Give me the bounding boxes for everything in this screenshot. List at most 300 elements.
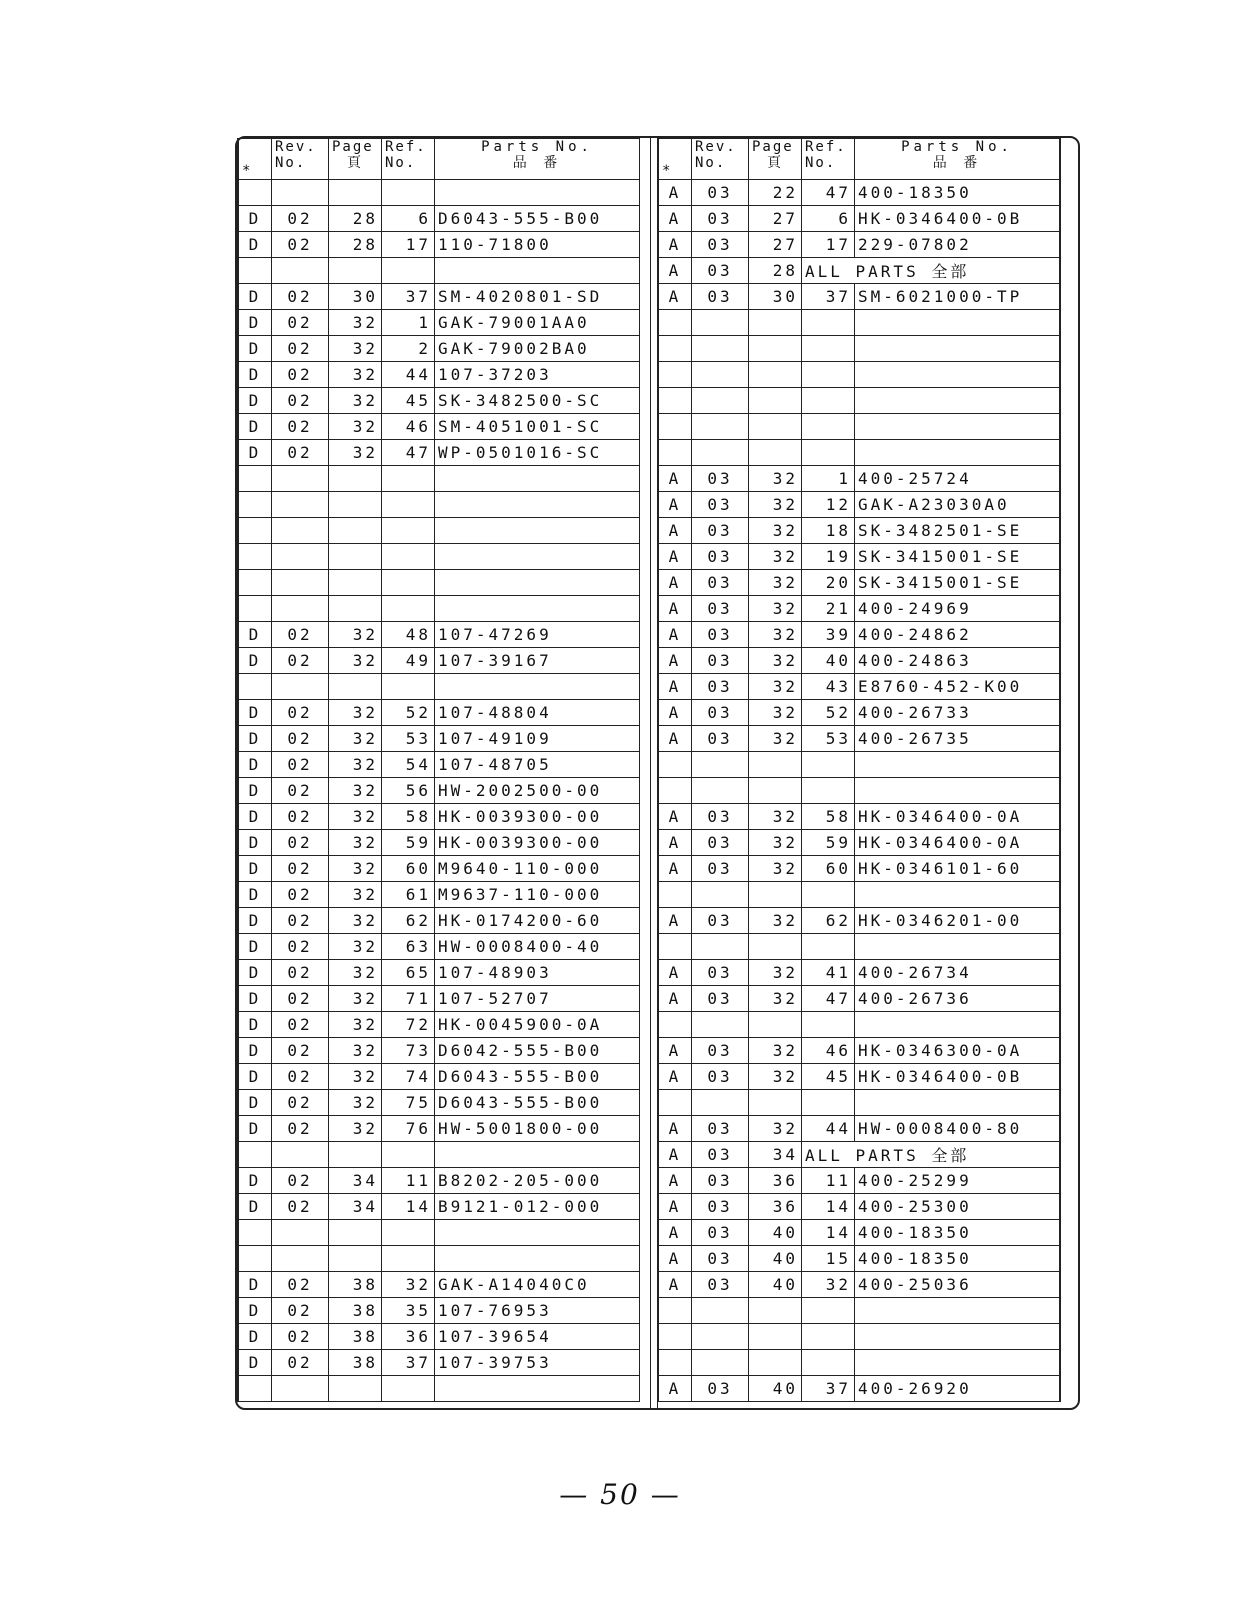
header-page (329, 139, 382, 180)
cell-rev-no: 02 (272, 1012, 329, 1038)
cell-rev-no: 02 (272, 648, 329, 674)
cell-rev-no: 02 (272, 700, 329, 726)
cell-page: 38 (329, 1350, 382, 1376)
cell-ref-no: 1 (382, 310, 435, 336)
cell-mark (238, 1220, 272, 1246)
cell-page: 32 (749, 1064, 802, 1090)
cell-ref-no: 37 (802, 1376, 855, 1402)
cell-rev-no: 02 (272, 388, 329, 414)
cell-parts-no (435, 570, 640, 596)
cell-parts-no: HW-0008400-80 (855, 1116, 1061, 1142)
table-row (659, 466, 1061, 492)
cell-ref-no: 72 (382, 1012, 435, 1038)
table-row (238, 830, 640, 856)
cell-mark: A (659, 1246, 692, 1272)
cell-mark: D (238, 960, 272, 986)
table-row (659, 180, 1061, 206)
cell-parts-no: B9121-012-000 (435, 1194, 640, 1220)
cell-rev-no (272, 466, 329, 492)
cell-mark: A (659, 284, 692, 310)
header-ref-line1: Ref. (385, 139, 427, 155)
table-row (238, 1064, 640, 1090)
table-row (238, 1272, 640, 1298)
cell-ref-no (382, 1220, 435, 1246)
cell-rev-no (692, 1090, 749, 1116)
cell-page (329, 180, 382, 206)
cell-ref-no: 76 (382, 1116, 435, 1142)
cell-rev-no: 02 (272, 1064, 329, 1090)
cell-ref-no: 47 (802, 180, 855, 206)
cell-ref-no: 36 (382, 1324, 435, 1350)
revision-sheet (237, 138, 1080, 1410)
cell-page (749, 1298, 802, 1324)
cell-ref-no: 73 (382, 1038, 435, 1064)
cell-parts-no (855, 1350, 1061, 1376)
cell-ref-no: 11 (802, 1168, 855, 1194)
table-row (238, 596, 640, 622)
cell-parts-no (435, 596, 640, 622)
cell-page: 32 (749, 830, 802, 856)
cell-parts-no: 400-26735 (855, 726, 1061, 752)
table-row (659, 1116, 1061, 1142)
cell-parts-no: GAK-A23030A0 (855, 492, 1061, 518)
table-row (659, 622, 1061, 648)
cell-parts-no (435, 1376, 640, 1402)
cell-ref-no: 65 (382, 960, 435, 986)
cell-rev-no: 03 (692, 1116, 749, 1142)
cell-parts-no: M9640-110-000 (435, 856, 640, 882)
table-row (659, 1012, 1061, 1038)
cell-mark: A (659, 544, 692, 570)
table-row (659, 1350, 1061, 1376)
table-row (659, 310, 1061, 336)
cell-ref-no: 47 (802, 986, 855, 1012)
cell-mark: A (659, 830, 692, 856)
right-header-row (659, 139, 1061, 180)
cell-rev-no: 03 (692, 284, 749, 310)
cell-page: 32 (329, 622, 382, 648)
cell-mark: D (238, 1298, 272, 1324)
cell-mark (238, 1246, 272, 1272)
cell-parts-no: 107-49109 (435, 726, 640, 752)
cell-ref-no: 11 (382, 1168, 435, 1194)
cell-ref-no: 71 (382, 986, 435, 1012)
cell-ref-no: 62 (382, 908, 435, 934)
cell-ref-no (802, 362, 855, 388)
cell-mark: D (238, 362, 272, 388)
table-row (238, 934, 640, 960)
table-row (659, 1376, 1061, 1402)
table-row (659, 882, 1061, 908)
cell-parts-no (435, 674, 640, 700)
table-row (659, 1038, 1061, 1064)
cell-mark: A (659, 232, 692, 258)
cell-page: 38 (329, 1272, 382, 1298)
cell-parts-no: 107-48903 (435, 960, 640, 986)
table-row (659, 1168, 1061, 1194)
cell-page: 38 (329, 1298, 382, 1324)
table-row (238, 1350, 640, 1376)
cell-rev-no: 03 (692, 960, 749, 986)
header-parts-line2: 品 番 (932, 155, 982, 171)
cell-ref-no (802, 1324, 855, 1350)
cell-page (329, 518, 382, 544)
cell-parts-no: 400-24863 (855, 648, 1061, 674)
cell-ref-no (382, 674, 435, 700)
table-row (659, 336, 1061, 362)
cell-page: 32 (749, 570, 802, 596)
cell-rev-no: 02 (272, 622, 329, 648)
cell-parts-no (435, 492, 640, 518)
cell-parts-no (855, 1324, 1061, 1350)
cell-rev-no (692, 1350, 749, 1376)
cell-ref-no: 52 (802, 700, 855, 726)
cell-page: 32 (749, 648, 802, 674)
cell-parts-no: HK-0346201-00 (855, 908, 1061, 934)
cell-ref-no: 40 (802, 648, 855, 674)
cell-mark (238, 1376, 272, 1402)
cell-parts-no: D6043-555-B00 (435, 1090, 640, 1116)
cell-rev-no: 02 (272, 1090, 329, 1116)
cell-rev-no: 02 (272, 778, 329, 804)
cell-parts-no (855, 1090, 1061, 1116)
cell-rev-no: 02 (272, 362, 329, 388)
header-ref-no (382, 139, 435, 180)
cell-mark: A (659, 518, 692, 544)
cell-parts-no: 107-37203 (435, 362, 640, 388)
cell-page: 36 (749, 1194, 802, 1220)
cell-parts-no (435, 518, 640, 544)
cell-ref-no: 17 (802, 232, 855, 258)
cell-page: 32 (329, 986, 382, 1012)
cell-rev-no: 02 (272, 908, 329, 934)
cell-ref-no: 21 (802, 596, 855, 622)
table-row (238, 882, 640, 908)
cell-page: 32 (329, 1116, 382, 1142)
cell-parts-no: HK-0045900-0A (435, 1012, 640, 1038)
table-row (238, 856, 640, 882)
cell-page: 32 (749, 674, 802, 700)
cell-mark: D (238, 856, 272, 882)
cell-ref-no: 14 (382, 1194, 435, 1220)
cell-ref-no: 14 (802, 1194, 855, 1220)
cell-parts-no: 107-52707 (435, 986, 640, 1012)
cell-parts-no: 400-18350 (855, 180, 1061, 206)
cell-page: 27 (749, 232, 802, 258)
cell-parts-no: GAK-79001AA0 (435, 310, 640, 336)
cell-mark: A (659, 908, 692, 934)
cell-mark: D (238, 1064, 272, 1090)
cell-mark: A (659, 466, 692, 492)
cell-page: 32 (329, 362, 382, 388)
left-table-body (238, 180, 640, 1402)
cell-parts-no (855, 414, 1061, 440)
cell-rev-no: 03 (692, 1246, 749, 1272)
cell-mark (659, 752, 692, 778)
cell-mark: D (238, 648, 272, 674)
cell-rev-no: 03 (692, 570, 749, 596)
cell-mark: D (238, 778, 272, 804)
cell-mark: D (238, 440, 272, 466)
table-row (659, 492, 1061, 518)
header-ref-line1: Ref. (805, 139, 847, 155)
cell-rev-no (692, 388, 749, 414)
cell-rev-no (272, 1220, 329, 1246)
cell-ref-no: 18 (802, 518, 855, 544)
cell-page: 32 (329, 830, 382, 856)
cell-rev-no: 02 (272, 934, 329, 960)
cell-ref-no (802, 414, 855, 440)
cell-parts-no (855, 752, 1061, 778)
cell-parts-no: SK-3482500-SC (435, 388, 640, 414)
table-row (238, 1376, 640, 1402)
cell-parts-no: 229-07802 (855, 232, 1061, 258)
table-row (238, 674, 640, 700)
cell-rev-no: 03 (692, 596, 749, 622)
cell-parts-no: 400-25724 (855, 466, 1061, 492)
cell-parts-no (435, 1142, 640, 1168)
cell-page (329, 544, 382, 570)
cell-rev-no (692, 882, 749, 908)
cell-page (329, 596, 382, 622)
cell-mark: A (659, 674, 692, 700)
cell-page (749, 1090, 802, 1116)
cell-parts-no (855, 388, 1061, 414)
cell-mark (238, 518, 272, 544)
cell-mark (238, 258, 272, 284)
cell-page: 32 (749, 1116, 802, 1142)
cell-parts-no: 107-39167 (435, 648, 640, 674)
cell-mark: D (238, 882, 272, 908)
cell-rev-no: 02 (272, 1116, 329, 1142)
cell-ref-no: 63 (382, 934, 435, 960)
cell-mark: D (238, 1116, 272, 1142)
cell-mark: D (238, 830, 272, 856)
cell-ref-no (802, 336, 855, 362)
cell-mark: A (659, 492, 692, 518)
table-row (659, 414, 1061, 440)
table-row (659, 986, 1061, 1012)
cell-ref-no: 6 (802, 206, 855, 232)
cell-rev-no: 03 (692, 258, 749, 284)
cell-page (749, 414, 802, 440)
cell-mark (238, 674, 272, 700)
cell-parts-no: 400-25299 (855, 1168, 1061, 1194)
cell-mark: A (659, 622, 692, 648)
cell-page (329, 1246, 382, 1272)
left-revision-table (237, 138, 640, 1402)
cell-rev-no: 02 (272, 414, 329, 440)
table-row (659, 804, 1061, 830)
cell-mark (659, 388, 692, 414)
cell-rev-no: 03 (692, 492, 749, 518)
cell-mark: D (238, 1038, 272, 1064)
cell-parts-no: D6042-555-B00 (435, 1038, 640, 1064)
cell-rev-no (272, 1142, 329, 1168)
cell-rev-no: 03 (692, 622, 749, 648)
cell-mark (659, 1090, 692, 1116)
cell-page: 32 (749, 856, 802, 882)
cell-rev-no: 03 (692, 726, 749, 752)
cell-page: 28 (329, 206, 382, 232)
cell-page: 32 (329, 752, 382, 778)
cell-parts-no: HK-0346400-0B (855, 1064, 1061, 1090)
header-ref-line2: No. (805, 155, 837, 171)
table-row (659, 960, 1061, 986)
cell-mark (659, 414, 692, 440)
cell-parts-no: SM-4051001-SC (435, 414, 640, 440)
cell-page: 32 (749, 960, 802, 986)
table-row (238, 1194, 640, 1220)
table-row (238, 648, 640, 674)
cell-page: 32 (329, 1012, 382, 1038)
table-row (238, 1116, 640, 1142)
table-row (659, 284, 1061, 310)
cell-page: 32 (329, 1064, 382, 1090)
cell-page (749, 1324, 802, 1350)
table-row (659, 674, 1061, 700)
cell-mark: A (659, 1116, 692, 1142)
cell-parts-no (435, 180, 640, 206)
cell-page: 32 (749, 544, 802, 570)
cell-rev-no: 03 (692, 804, 749, 830)
table-row (238, 1168, 640, 1194)
cell-page: 32 (749, 466, 802, 492)
cell-page (329, 258, 382, 284)
cell-ref-no: 58 (802, 804, 855, 830)
table-row (238, 1090, 640, 1116)
cell-mark (238, 1142, 272, 1168)
cell-ref-no: 2 (382, 336, 435, 362)
cell-ref-no (802, 310, 855, 336)
cell-ref-no (802, 752, 855, 778)
cell-parts-no (855, 882, 1061, 908)
cell-rev-no (272, 674, 329, 700)
cell-page: 32 (329, 310, 382, 336)
cell-ref-no: 45 (382, 388, 435, 414)
header-star: * (659, 139, 692, 180)
table-row (238, 180, 640, 206)
cell-parts-no: 400-26736 (855, 986, 1061, 1012)
cell-mark (238, 544, 272, 570)
table-row (238, 752, 640, 778)
cell-ref-no: 59 (802, 830, 855, 856)
table-row (238, 232, 640, 258)
left-header-row (238, 139, 640, 180)
table-row (659, 752, 1061, 778)
table-row (238, 414, 640, 440)
header-page-line1: Page (332, 139, 374, 155)
cell-ref-no: 47 (382, 440, 435, 466)
cell-mark (659, 934, 692, 960)
table-row (238, 778, 640, 804)
cell-page: 28 (749, 258, 802, 284)
cell-ref-no: 58 (382, 804, 435, 830)
cell-ref-no (802, 388, 855, 414)
cell-rev-no (692, 362, 749, 388)
table-row (659, 856, 1061, 882)
cell-page: 32 (749, 518, 802, 544)
cell-mark: A (659, 804, 692, 830)
cell-mark: A (659, 960, 692, 986)
cell-page: 32 (329, 934, 382, 960)
cell-ref-no: 48 (382, 622, 435, 648)
cell-mark: A (659, 570, 692, 596)
cell-mark (238, 466, 272, 492)
cell-parts-no: 400-26920 (855, 1376, 1061, 1402)
cell-rev-no: 02 (272, 856, 329, 882)
table-row (238, 1142, 640, 1168)
cell-parts-no (435, 258, 640, 284)
cell-page (749, 934, 802, 960)
cell-ref-no (382, 1246, 435, 1272)
cell-ref-no: ALL PARTS 全部 (802, 1142, 1061, 1168)
cell-mark: A (659, 648, 692, 674)
cell-ref-no (382, 544, 435, 570)
cell-ref-no (802, 934, 855, 960)
table-row (659, 778, 1061, 804)
cell-page: 32 (329, 882, 382, 908)
cell-rev-no: 03 (692, 986, 749, 1012)
cell-rev-no: 03 (692, 1376, 749, 1402)
cell-rev-no (692, 1324, 749, 1350)
table-row (659, 570, 1061, 596)
cell-page: 32 (749, 804, 802, 830)
cell-mark: A (659, 1272, 692, 1298)
table-row (238, 1038, 640, 1064)
table-row (238, 1012, 640, 1038)
cell-mark: D (238, 336, 272, 362)
table-row (659, 440, 1061, 466)
table-row (238, 1246, 640, 1272)
table-row (659, 1298, 1061, 1324)
cell-rev-no (272, 544, 329, 570)
cell-mark: A (659, 180, 692, 206)
cell-page (749, 440, 802, 466)
cell-rev-no: 03 (692, 1038, 749, 1064)
cell-parts-no (855, 336, 1061, 362)
cell-page: 32 (749, 596, 802, 622)
cell-ref-no (382, 596, 435, 622)
cell-page (749, 1012, 802, 1038)
cell-rev-no: 02 (272, 1324, 329, 1350)
cell-parts-no: HK-0174200-60 (435, 908, 640, 934)
header-rev-no (692, 139, 749, 180)
cell-page (749, 388, 802, 414)
cell-ref-no: 32 (802, 1272, 855, 1298)
table-row (238, 700, 640, 726)
table-row (238, 336, 640, 362)
cell-mark: D (238, 284, 272, 310)
cell-page (749, 882, 802, 908)
cell-rev-no (692, 414, 749, 440)
cell-rev-no: 02 (272, 830, 329, 856)
header-parts-no (435, 139, 640, 180)
cell-parts-no: HK-0346400-0A (855, 830, 1061, 856)
table-row (659, 232, 1061, 258)
table-row (659, 1090, 1061, 1116)
table-row (238, 518, 640, 544)
cell-rev-no: 03 (692, 700, 749, 726)
cell-ref-no: 43 (802, 674, 855, 700)
table-row (659, 388, 1061, 414)
cell-parts-no: 400-24969 (855, 596, 1061, 622)
cell-rev-no: 03 (692, 830, 749, 856)
cell-rev-no: 02 (272, 752, 329, 778)
cell-parts-no: 107-48804 (435, 700, 640, 726)
cell-rev-no: 03 (692, 206, 749, 232)
cell-page: 36 (749, 1168, 802, 1194)
